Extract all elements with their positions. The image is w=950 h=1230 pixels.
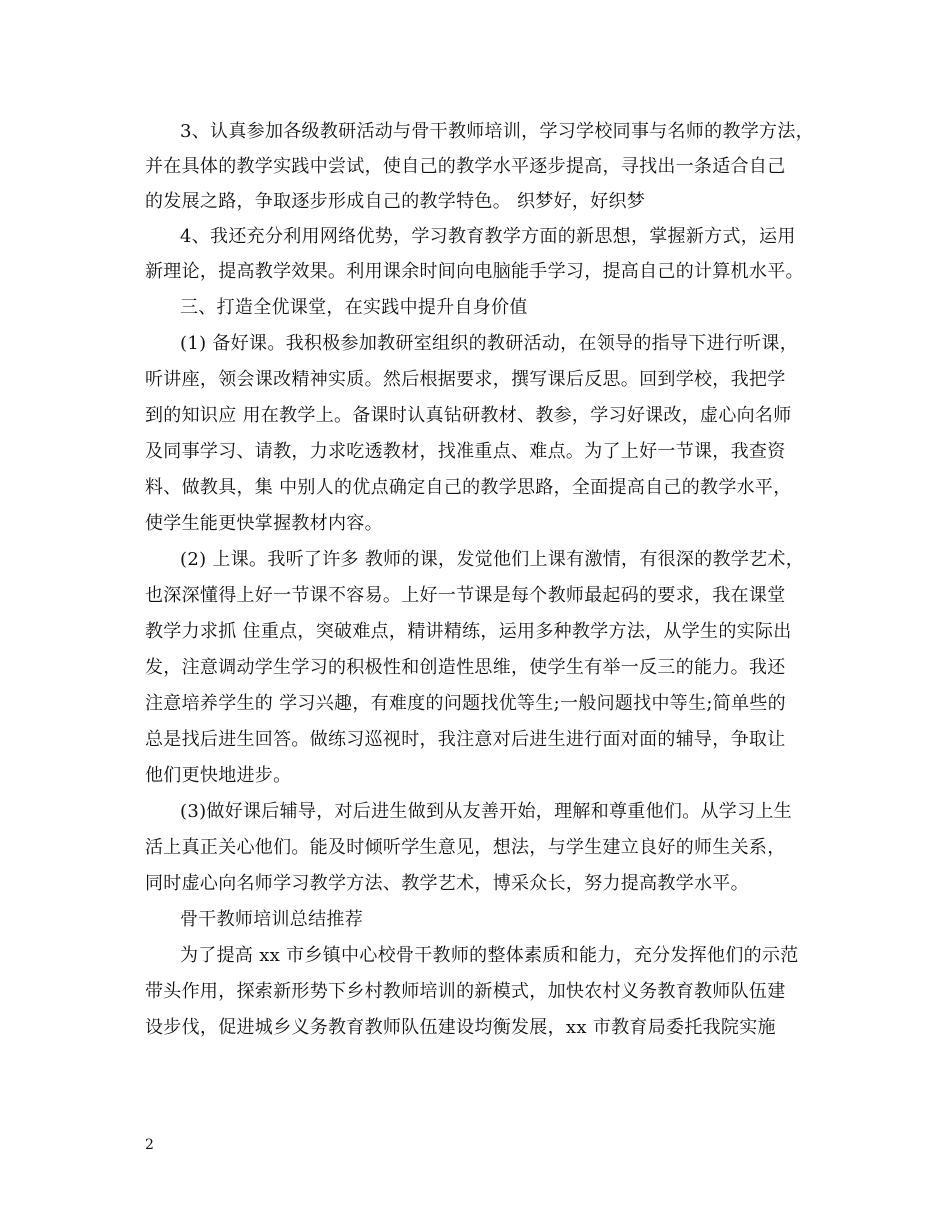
page-number: 2 (145, 1137, 154, 1153)
text-line: 并在具体的教学实践中尝试，使自己的教学水平逐步提高，寻找出一条适合自己 (145, 156, 786, 177)
text-line: 总是找后进生回答。做练习巡视时，我注意对后进生进行面对面的辅导，争取让 (145, 729, 786, 750)
text-line: (3)做好课后辅导，对后进生做到从友善开始，理解和尊重他们。从学习上生 (180, 801, 792, 822)
text-line: 活上真正关心他们。能及时倾听学生意见，想法，与学生建立良好的师生关系， (145, 837, 786, 858)
text-line: 料、做教具，集 中别人的优点确定自己的教学思路，全面提高自己的教学水平， (145, 477, 792, 498)
text-line: 3、认真参加各级教研活动与骨干教师培训，学习学校同事与名师的教学方法， (180, 121, 814, 142)
text-line: (2) 上课。我听了许多 教师的课，发觉他们上课有激情，有很深的教学艺术， (180, 549, 805, 570)
text-line: 到的知识应 用在教学上。备课时认真钻研教材、教参，学习好课改，虚心向名师 (145, 405, 792, 426)
section-heading: 骨干教师培训总结推荐 (180, 909, 363, 930)
text-line: 为了提高 xx 市乡镇中心校骨干教师的整体素质和能力，充分发挥他们的示范 (180, 945, 799, 966)
text-line: 教学力求抓 住重点，突破难点，精讲精练，运用多种教学方法，从学生的实际出 (145, 621, 792, 642)
text-line: 也深深懂得上好一节课不容易。上好一节课是每个教师最起码的要求，我在课堂 (145, 585, 786, 606)
text-line: 使学生能更快掌握教材内容。 (145, 513, 383, 534)
text-line: 新理论，提高教学效果。利用课余时间向电脑能手学习，提高自己的计算机水平。 (145, 261, 804, 282)
text-line: 同时虚心向名师学习教学方法、教学艺术，博采众长，努力提高教学水平。 (145, 873, 749, 894)
text-line: 发，注意调动学生学习的积极性和创造性思维，使学生有举一反三的能力。我还 (145, 657, 786, 678)
text-line: (1) 备好课。我积极参加教研室组织的教研活动，在领导的指导下进行听课， (180, 333, 799, 354)
text-line: 的发展之路，争取逐步形成自己的教学特色。 织梦好，好织梦 (145, 191, 646, 212)
text-line: 4、我还充分利用网络优势，学习教育教学方面的新思想，掌握新方式，运用 (180, 226, 796, 247)
section-heading: 三、打造全优课堂，在实践中提升自身价值 (180, 297, 528, 318)
text-line: 设步伐，促进城乡义务教育教师队伍建设均衡发展，xx 市教育局委托我院实施 (145, 1017, 776, 1038)
text-line: 及同事学习、请教，力求吃透教材，找准重点、难点。为了上好一节课，我查资 (145, 441, 786, 462)
text-line: 带头作用，探索新形势下乡村教师培训的新模式，加快农村义务教育教师队伍建 (145, 981, 786, 1002)
text-line: 他们更快地进步。 (145, 765, 292, 786)
text-line: 听讲座，领会课改精神实质。然后根据要求，撰写课后反思。回到学校，我把学 (145, 369, 786, 390)
text-line: 注意培养学生的 学习兴趣，有难度的问题找优等生;一般问题找中等生;简单些的 (145, 693, 786, 714)
